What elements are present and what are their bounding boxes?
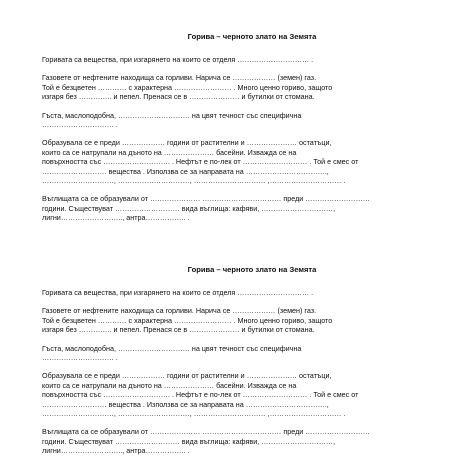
- paragraph-natural-gas: [42, 73, 442, 101]
- paragraph-fuels-definition: [42, 55, 442, 64]
- text-line: лигни…………………….., антра…………….. .: [42, 213, 190, 223]
- text-line: лигни…………………….., антра…………….. .: [42, 446, 190, 456]
- paragraph-coal: [42, 194, 442, 222]
- worksheet-1: [42, 32, 442, 232]
- text-line: ……………………… вещества . Използва се за направата на …………………………….,: [42, 166, 329, 176]
- text-line: които са се натрупали на дъното на ………………… басейни. Изважда се на: [42, 147, 297, 157]
- text-line: Въглищата са се образували от ………………… …………………………… преди ………………………: [42, 194, 370, 204]
- text-line: години. Съществуват ……………………… вида въглища: кафяви, …………………………,: [42, 203, 336, 213]
- worksheet-2: [42, 265, 442, 465]
- text-line: Гъста, маслоподобна, ………………………… на цвят течност със специфична: [42, 110, 302, 120]
- paragraph-natural-gas: [42, 306, 442, 334]
- text-line: Той е безцветен ………… с характерна …………………… . Много ценно гориво, защото: [42, 82, 333, 92]
- worksheet-title: Горива – черното злато на Земята: [187, 265, 317, 274]
- text-line: Газовете от нефтените находища са горливи. Нарича се ……………… (земен) газ.: [42, 306, 317, 316]
- text-line: повърхността със ………………………. . Нефтът е по-лек от ……………………… . Той е смес от: [42, 390, 359, 400]
- text-line: Образувала се е преди ……………… години от растителни и ………………… остатъци,: [42, 371, 332, 381]
- paragraph-oil-description: [42, 344, 442, 363]
- text-line: …………………………, …………………………, ………………………… ,………………………… .: [42, 176, 346, 186]
- text-line: Образувала се е преди ……………… години от растителни и ………………… остатъци,: [42, 138, 332, 148]
- text-line: изгаря без ………….. и пепел. Пренася се в ………………… и бутилки от стомана.: [42, 92, 315, 102]
- text-line: Газовете от нефтените находища са горливи. Нарича се ……………… (земен) газ.: [42, 73, 317, 83]
- text-line: ………………………… .: [42, 353, 118, 363]
- text-line: които са се натрупали на дъното на ………………… басейни. Изважда се на: [42, 380, 297, 390]
- text-line: Гъста, маслоподобна, ………………………… на цвят течност със специфична: [42, 343, 302, 353]
- text-line: Горивата са вещества, при изгарянето на които се отделя ………………………… .: [42, 55, 314, 64]
- paragraph-coal: [42, 427, 442, 455]
- paragraph-oil-description: [42, 111, 442, 130]
- text-line: ……………………… вещества . Използва се за направата на …………………………….,: [42, 399, 329, 409]
- text-line: изгаря без ………….. и пепел. Пренася се в ………………… и бутилки от стомана.: [42, 325, 315, 335]
- text-line: …………………………, …………………………, ………………………… ,………………………… .: [42, 409, 346, 419]
- text-line: Горивата са вещества, при изгарянето на които се отделя ………………………… .: [42, 288, 314, 297]
- text-line: Въглищата са се образували от ………………… …………………………… преди ………………………: [42, 427, 370, 437]
- text-line: години. Съществуват ……………………… вида въглища: кафяви, …………………………,: [42, 436, 336, 446]
- text-line: повърхността със ………………………. . Нефтът е по-лек от ……………………… . Той е смес от: [42, 157, 359, 167]
- worksheet-title: Горива – черното злато на Земята: [187, 32, 317, 41]
- text-line: Той е безцветен ………… с характерна …………………… . Много ценно гориво, защото: [42, 315, 333, 325]
- text-line: ………………………… .: [42, 120, 118, 130]
- paragraph-oil-origin: [42, 371, 442, 418]
- paragraph-fuels-definition: [42, 288, 442, 297]
- paragraph-oil-origin: [42, 138, 442, 185]
